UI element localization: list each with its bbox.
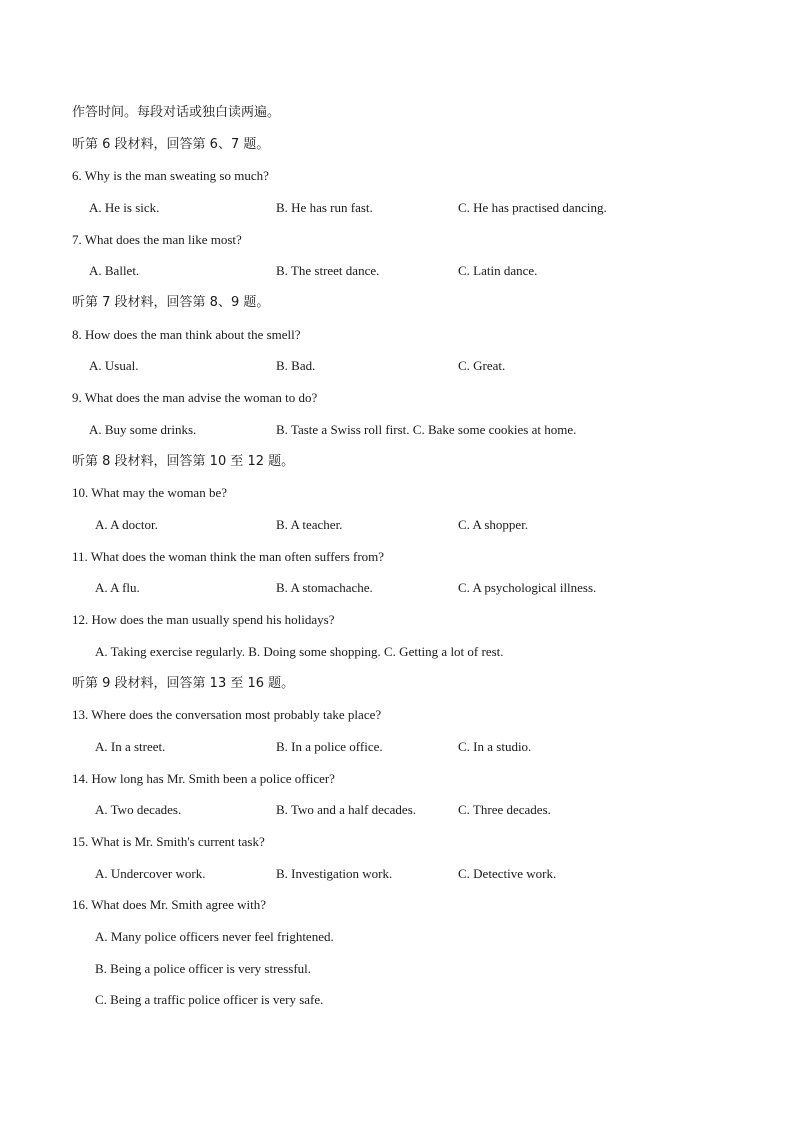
option-6a: A. He is sick.	[89, 200, 160, 215]
question-6: 6. Why is the man sweating so much?	[72, 168, 269, 183]
option-15a: A. Undercover work.	[95, 866, 206, 881]
option-14a: A. Two decades.	[95, 802, 182, 817]
question-8: 8. How does the man think about the smell?	[72, 327, 301, 342]
option-8b: B. Bad.	[276, 358, 316, 373]
option-16b: B. Being a police officer is very stressful.	[95, 961, 312, 976]
section-heading: 听第 6 段材料，回答第 6、7 题。	[72, 137, 270, 152]
question-12: 12. How does the man usually spend his holidays?	[72, 612, 335, 627]
option-13b: B. In a police office.	[276, 739, 383, 754]
option-6b: B. He has run fast.	[276, 200, 373, 215]
option-14b: B. Two and a half decades.	[276, 802, 416, 817]
option-7a: A. Ballet.	[89, 263, 140, 278]
option-10a: A. A doctor.	[95, 517, 158, 532]
section-heading: 听第 8 段材料，回答第 10 至 12 题。	[72, 454, 295, 469]
question-11: 11. What does the woman think the man often suffers from?	[72, 549, 385, 564]
option-16a: A. Many police officers never feel frightened.	[95, 929, 334, 944]
option-11a: A. A flu.	[95, 580, 140, 595]
option-14c: C. Three decades.	[458, 802, 551, 817]
option-11c: C. A psychological illness.	[458, 580, 597, 595]
option-16c: C. Being a traffic police officer is very safe.	[95, 992, 324, 1007]
question-10: 10. What may the woman be?	[72, 485, 227, 500]
option-9a: A. Buy some drinks.	[89, 422, 197, 437]
option-13a: A. In a street.	[95, 739, 166, 754]
option-15c: C. Detective work.	[458, 866, 557, 881]
option-7b: B. The street dance.	[276, 263, 380, 278]
question-9: 9. What does the man advise the woman to do?	[72, 390, 318, 405]
question-7: 7. What does the man like most?	[72, 232, 242, 247]
option-9bc: B. Taste a Swiss roll first. C. Bake some cookies at home.	[276, 422, 577, 437]
section-heading: 听第 7 段材料，回答第 8、9 题。	[72, 295, 270, 310]
option-8a: A. Usual.	[89, 358, 139, 373]
section-heading: 听第 9 段材料，回答第 13 至 16 题。	[72, 676, 295, 691]
option-10c: C. A shopper.	[458, 517, 529, 532]
option-8c: C. Great.	[458, 358, 506, 373]
option-13c: C. In a studio.	[458, 739, 532, 754]
intro-text: 作答时间。每段对话或独白读两遍。	[72, 105, 281, 120]
option-11b: B. A stomachache.	[276, 580, 373, 595]
question-14: 14. How long has Mr. Smith been a police officer?	[72, 771, 335, 786]
option-10b: B. A teacher.	[276, 517, 343, 532]
option-15b: B. Investigation work.	[276, 866, 393, 881]
option-6c: C. He has practised dancing.	[458, 200, 607, 215]
option-12abc: A. Taking exercise regularly. B. Doing some shopping. C. Getting a lot of rest.	[95, 644, 504, 659]
option-7c: C. Latin dance.	[458, 263, 538, 278]
question-13: 13. Where does the conversation most probably take place?	[72, 707, 382, 722]
question-16: 16. What does Mr. Smith agree with?	[72, 897, 267, 912]
question-15: 15. What is Mr. Smith's current task?	[72, 834, 265, 849]
